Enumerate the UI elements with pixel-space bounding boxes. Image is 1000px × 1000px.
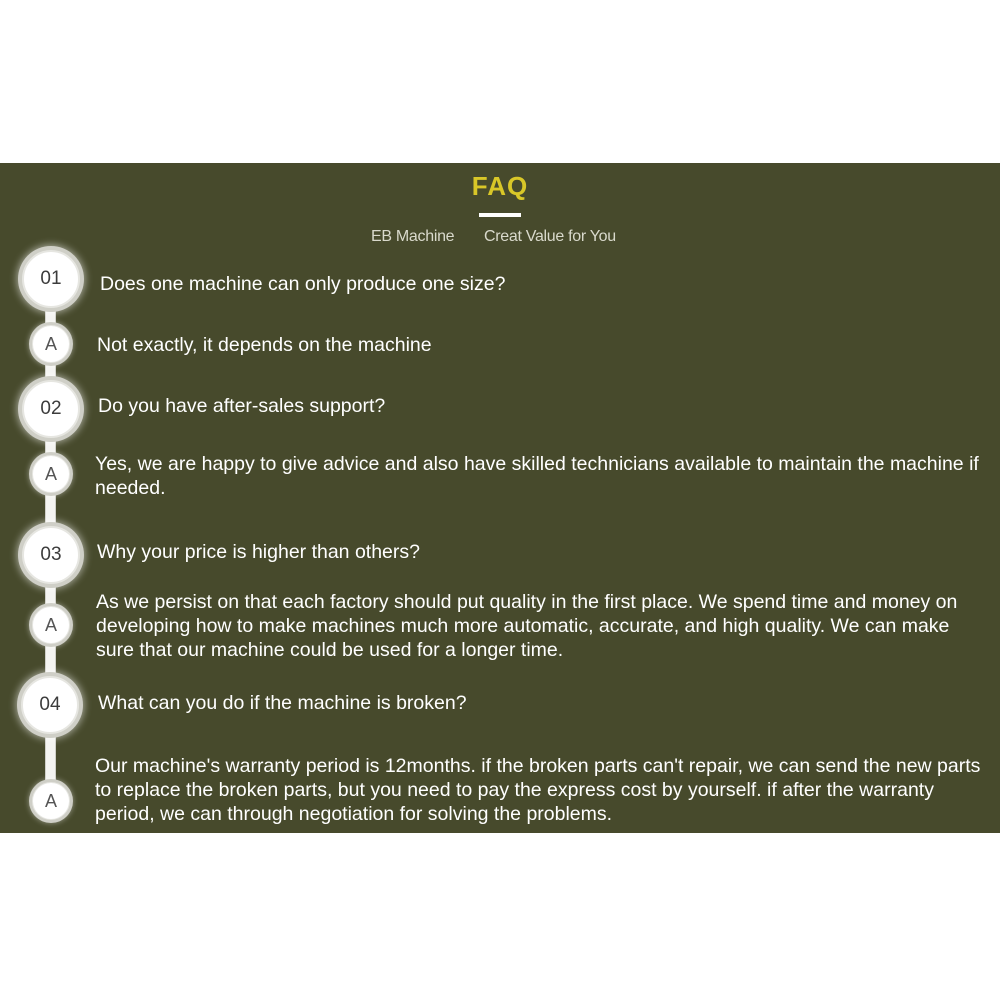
question-text: Why your price is higher than others? <box>97 541 420 563</box>
question-number-badge: 04 <box>21 676 79 734</box>
faq-title: FAQ <box>471 171 529 201</box>
answer-badge: A <box>32 325 70 363</box>
question-text: Does one machine can only produce one size? <box>100 273 506 295</box>
answer-badge: A <box>32 455 70 493</box>
answer-text: Our machine's warranty period is 12months. if the broken parts can't repair, we can send the new parts to replace the broken parts, but you need to pay the express cost by yourself. if after the warranty period, we can through negotiation for solving the problems. <box>95 755 981 825</box>
title-underline <box>479 213 521 217</box>
faq-panel <box>0 163 1000 833</box>
question-text: Do you have after-sales support? <box>98 395 386 417</box>
subtitle-slogan: Creat Value for You <box>484 228 616 245</box>
answer-text: Not exactly, it depends on the machine <box>97 334 432 356</box>
answer-badge: A <box>32 606 70 644</box>
answer-text: As we persist on that each factory should put quality in the first place. We spend time and money on developing how to make machines much more automatic, accurate, and high quality. We can make sure that our machine could be used for a longer time. <box>96 591 958 661</box>
question-number-badge: 02 <box>22 380 80 438</box>
question-text: What can you do if the machine is broken? <box>98 692 467 714</box>
answer-badge: A <box>32 782 70 820</box>
question-number-badge: 01 <box>22 250 80 308</box>
subtitle-brand: EB Machine <box>371 228 455 245</box>
answer-text: Yes, we are happy to give advice and also have skilled technicians available to maintain the machine if needed. <box>95 453 979 499</box>
question-number-badge: 03 <box>22 526 80 584</box>
